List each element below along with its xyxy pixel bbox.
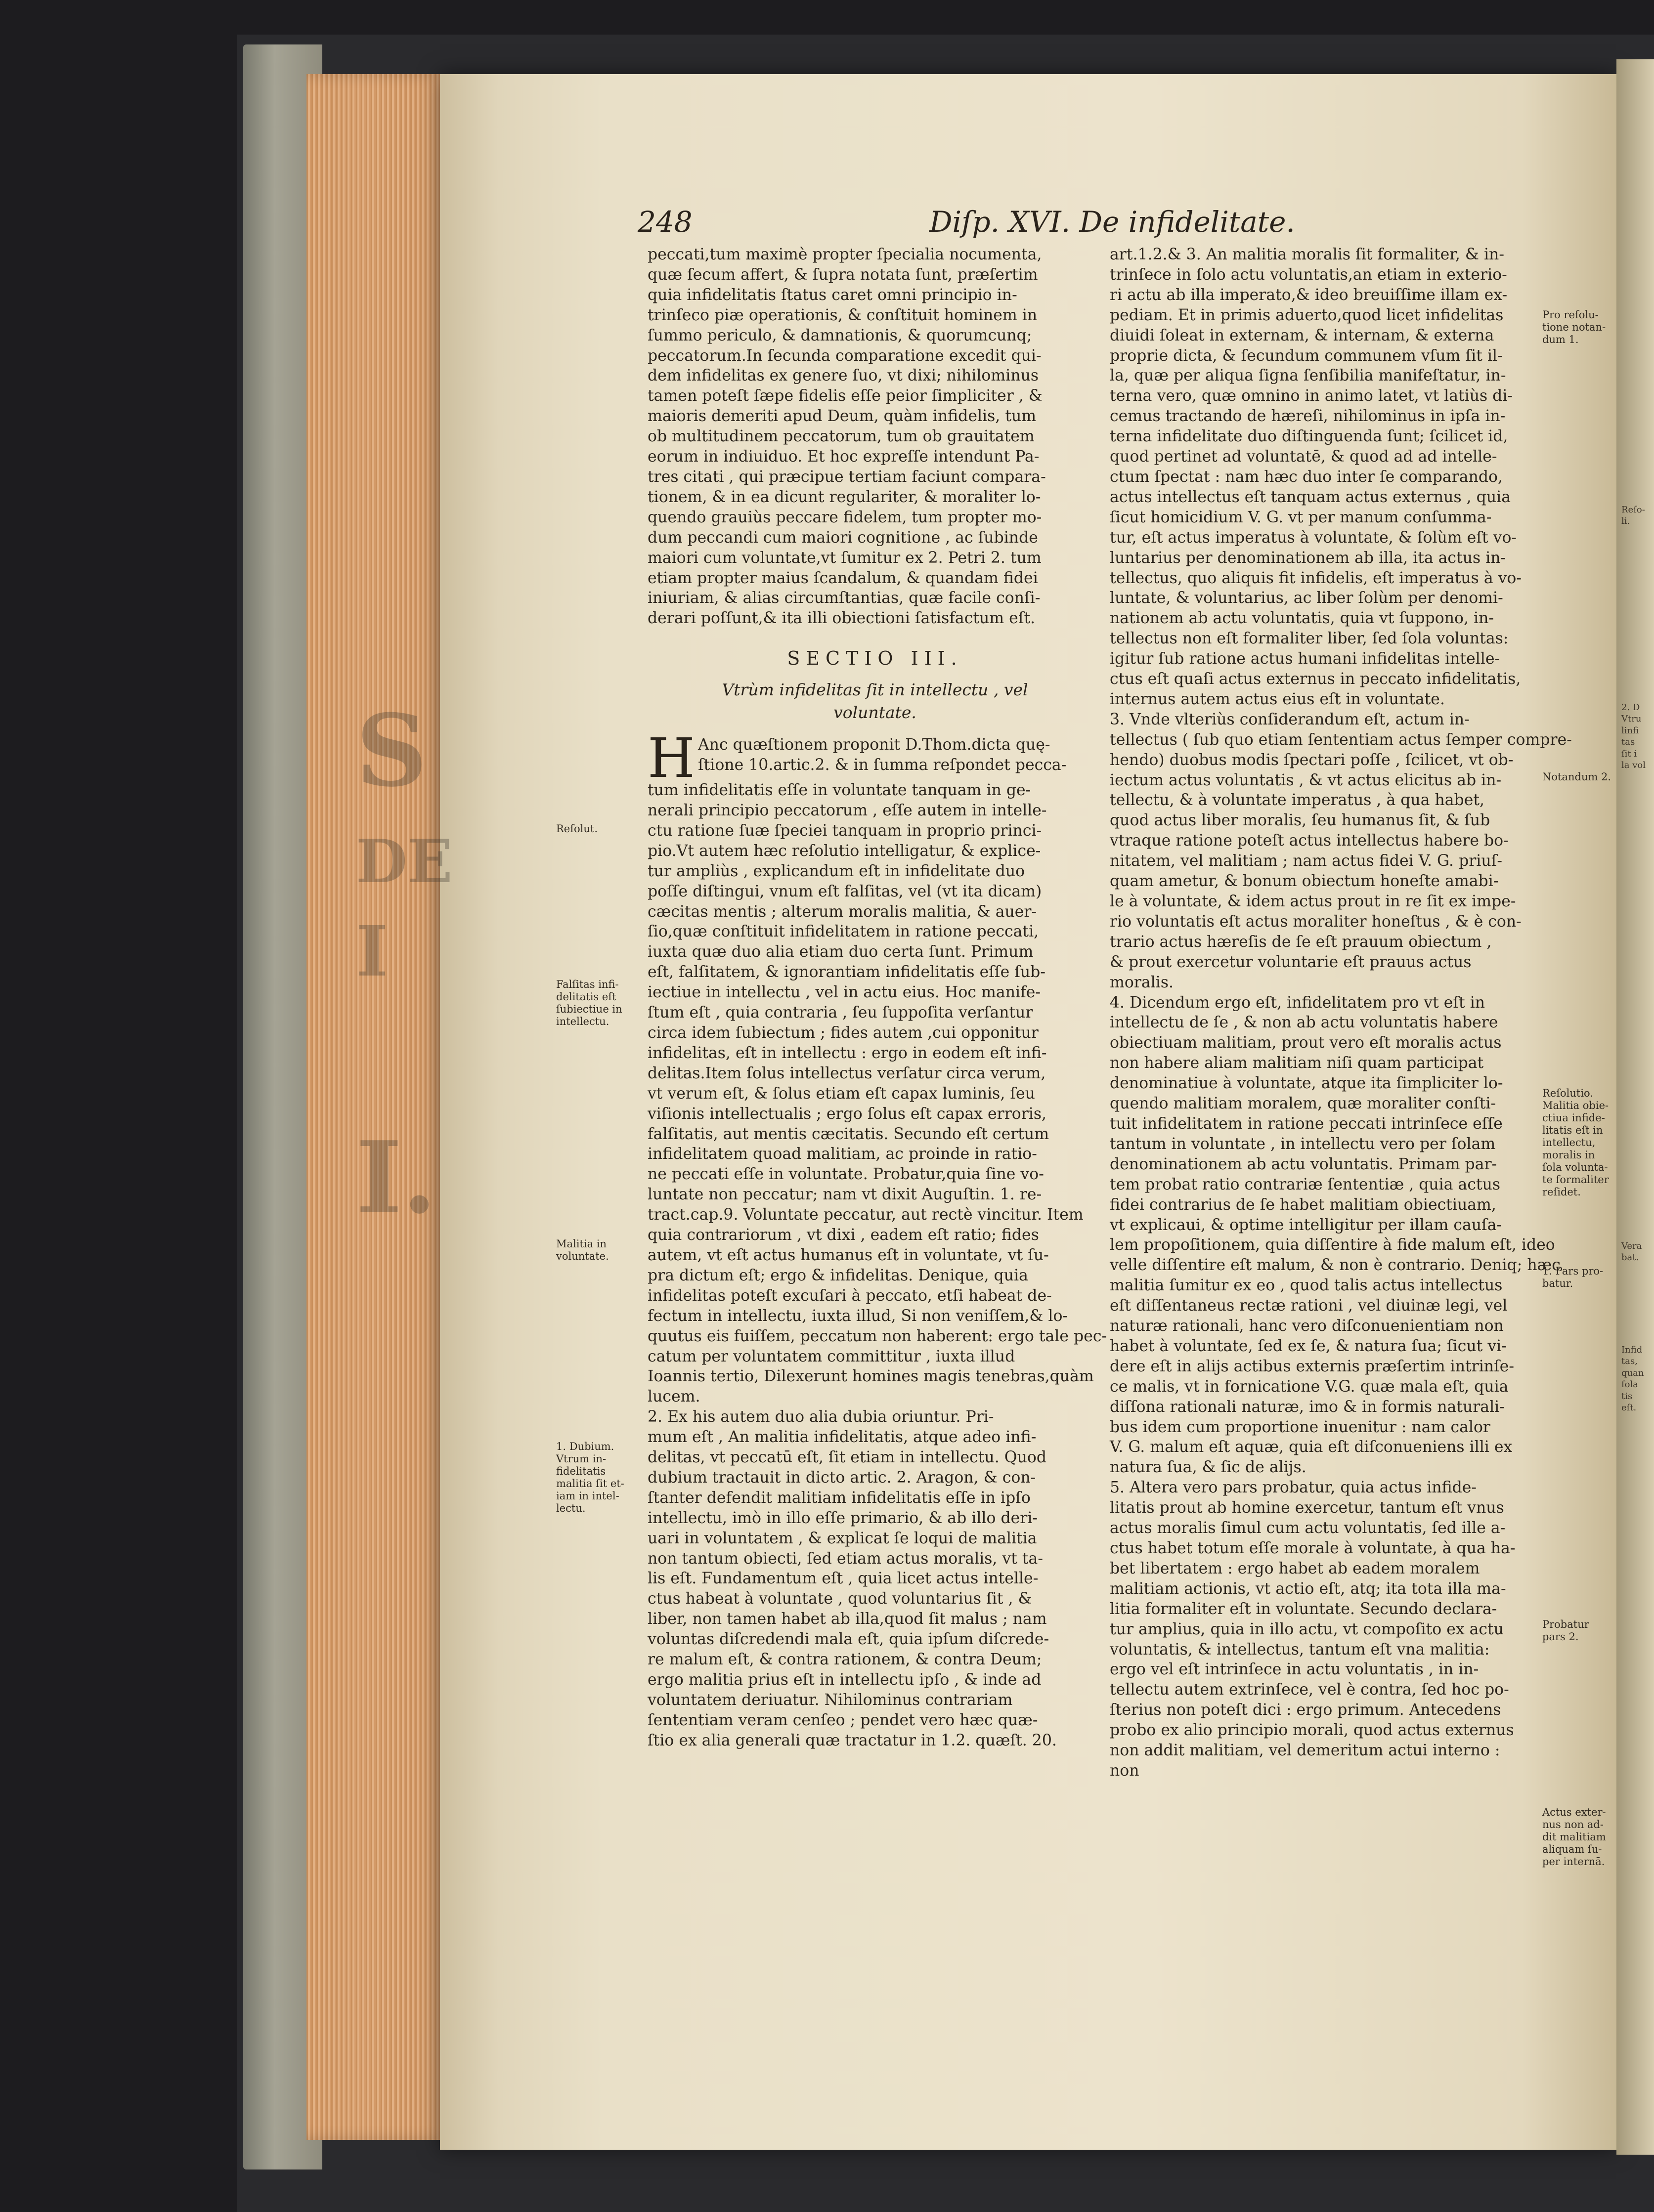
text-line: dum 1. — [1542, 334, 1579, 345]
text-line: hendo) duobus modis ſpectari poſſe , ſcilicet, vt ob- — [1110, 751, 1514, 769]
bleed-line: I — [356, 911, 389, 992]
margin-note-probatur — [1542, 1618, 1589, 1643]
text-line: iectiue in intellectu , vel in actu eius. Hoc manife- — [648, 983, 1041, 1002]
text-line: Malitia obie- — [1542, 1100, 1609, 1111]
text-line: 2. D — [1621, 702, 1640, 713]
text-line: moralis. — [1110, 973, 1174, 991]
text-line: iuxta quæ duo alia etiam duo certa ſunt. Primum — [648, 943, 1034, 961]
text-line: art.1.2.& 3. An malitia moralis ſit formaliter, & in- — [1110, 246, 1504, 263]
text-line: Vera — [1621, 1241, 1642, 1251]
text-line: proprie dicta, & ſecundum communem vſum ſit il- — [1110, 346, 1503, 365]
drop-cap: H — [648, 726, 695, 790]
text-line: tres citati , qui præcipue tertiam faciunt compara- — [648, 468, 1046, 486]
text-line: ctus habeat à voluntate , quod voluntarius ſit , & — [648, 1590, 1032, 1608]
text-line: la vol — [1621, 760, 1646, 770]
text-line: derari poſſunt,& ita illi obiectioni ſatisfactum eſt. — [648, 609, 1036, 628]
margin-note-notandum — [1542, 771, 1611, 783]
text-line: ce malis, vt in fornicatione V.G. quæ mala eſt, quia — [1110, 1377, 1509, 1396]
text-line: cemus tractando de hæreſi, nihilominus in ipſa in- — [1110, 407, 1506, 425]
text-line: moralis in — [1542, 1149, 1595, 1161]
text-line: V. G. malum eſt aquæ, quia eſt diſconueniens illi ex — [1110, 1438, 1513, 1456]
text-line: intellectu de ſe , & non ab actu voluntatis habere — [1110, 1014, 1498, 1032]
facing-page-strip — [1616, 59, 1654, 2155]
text-line: 5. Altera vero pars probatur, quia actus infide- — [1110, 1479, 1477, 1497]
text-line: tellectu, & à voluntate imperatus , à qua habet, — [1110, 791, 1485, 809]
text-line: ſterius non poteſt dici : ergo primum. Antecedens — [1110, 1701, 1501, 1719]
text-line: terna infidelitate duo diſtinguenda ſunt; ſcilicet id, — [1110, 427, 1508, 446]
text-line: voluntas diſcredendi mala eſt, quia ipſum diſcrede- — [648, 1630, 1049, 1649]
text-line: diuidi ſoleat in externam, & internam, & externa — [1110, 326, 1494, 344]
bleed-line: I. — [356, 1120, 437, 1236]
text-line: ergo vel eſt intrinſece in actu voluntatis , in in- — [1110, 1660, 1479, 1679]
text-line: tellectus non eſt formaliter liber, ſed ſola voluntas: — [1110, 630, 1509, 648]
text-line: probo ex alio principio morali, quod actus externus — [1110, 1721, 1514, 1740]
text-line: cæcitas mentis ; alterum moralis malitia, & auer- — [648, 902, 1037, 921]
text-line: mum eſt , An malitia infidelitatis, atque adeo infi- — [648, 1428, 1037, 1446]
text-line: aliquam ſu- — [1542, 1843, 1602, 1855]
text-line: voluntatem deriuatur. Nihilominus contrariam — [648, 1691, 1013, 1709]
text-line: delitas, vt peccatū eſt, ſit etiam in intellectu. Quod — [648, 1448, 1046, 1467]
text-line: ſententiam veram cenſeo ; pendet vero hæc quæ- — [648, 1711, 1038, 1729]
text-line: quod pertinet ad voluntatē, & quod ad ad intelle- — [1110, 448, 1497, 466]
text-line: quam ametur, & bonum obiectum honeſte amabi- — [1110, 872, 1499, 891]
text-line: infidelitas, eſt in intellectu : ergo in eodem eſt infi- — [648, 1044, 1047, 1062]
text-line: iniuriam, & alias circumſtantias, quæ facile conſi- — [648, 589, 1041, 607]
text-line: tract.cap.9. Voluntate peccatur, aut rectè vincitur. Item — [648, 1206, 1084, 1224]
text-line: natura ſua, & ſic de alijs. — [1110, 1458, 1306, 1477]
text-line: bus idem cum proportione inuenitur : nam calor — [1110, 1418, 1490, 1436]
text-line: tem probat ratio contrariæ ſententiæ , quia actus — [1110, 1175, 1501, 1193]
text-line: ſicut homicidium V. G. vt per manum conſumma- — [1110, 508, 1492, 526]
bleed-line: DE — [356, 827, 453, 896]
text-line: fectum in intellectu, iuxta illud, Si non veniſſem,& lo- — [648, 1307, 1068, 1325]
text-line: Reſolutio. — [1542, 1087, 1594, 1099]
text-line: litatis prout ab homine exercetur, tantum eſt vnus — [1110, 1499, 1504, 1517]
text-line: dum peccandi cum maiori cognitione , ac ſubinde — [648, 528, 1038, 547]
text-line: bet libertatem : ergo habet ab eadem moralem — [1110, 1559, 1480, 1577]
bleed-through-text — [356, 682, 484, 1255]
text-line: 1. Dubium. — [556, 1441, 614, 1452]
text-line: lis eſt. Fundamentum eſt , quia licet actus intelle- — [648, 1570, 1039, 1588]
text-line: ctum ſpectat : nam hæc duo inter ſe comparando, — [1110, 468, 1503, 486]
text-line: luntate, & voluntarius, ac liber ſolùm per denomi- — [1110, 589, 1503, 607]
text-line: infidelitas poteſt excuſari à peccato, etſi habeat de- — [648, 1286, 1052, 1305]
text-line: circa idem ſubiectum ; fides autem ,cui opponitur — [648, 1024, 1039, 1042]
text-line: lem propoſitionem, quia diſſentire à fide malum eſt, ideo — [1110, 1236, 1555, 1254]
text-line: ctiua infide- — [1542, 1112, 1605, 1124]
text-line: luntarius per denominationem ab illa, ita actus in- — [1110, 549, 1506, 567]
running-title: Diſp. XVI. De infidelitate. — [929, 205, 1295, 239]
text-line: tur amplius, quia in illo actu, vt compoſito ex actu — [1110, 1620, 1504, 1638]
text-line: ſtum eſt , quia contraria , ſeu ſuppoſita verſantur — [648, 1004, 1033, 1022]
text-line: tur, eſt actus imperatus à voluntate, & ſolùm eſt vo- — [1110, 528, 1517, 547]
text-line: malitiam actionis, vt actio eſt, atq; ita tota illa ma- — [1110, 1579, 1506, 1598]
text-line: intellectu, — [1542, 1137, 1596, 1149]
text-line: tione notan- — [1542, 321, 1606, 333]
text-line: Notandum 2. — [1542, 771, 1611, 783]
text-line: diſſona rationali naturæ, imo & in formis naturali- — [1110, 1398, 1505, 1416]
text-line: eſt diſſentaneus rectæ rationi , vel diuinæ legi, vel — [1110, 1297, 1508, 1315]
text-line: Vtru — [1621, 714, 1642, 724]
text-line: vt explicaui, & optime intelligitur per illam cauſa- — [1110, 1216, 1502, 1234]
text-line: Falſitas infi- — [556, 978, 619, 990]
text-line: ne peccati eſſe in voluntate. Probatur,quia ſine vo- — [648, 1165, 1044, 1184]
text-line: litatis eſt in — [1542, 1124, 1603, 1136]
text-line: intellectu, imò in illo eſſe primario, & ab illo deri- — [648, 1509, 1038, 1527]
margin-note-resolutio — [1542, 1087, 1609, 1198]
text-line: tis — [1621, 1391, 1633, 1402]
text-line: dit malitiam — [1542, 1831, 1606, 1843]
text-line: non tantum obiecti, ſed etiam actus moralis, vt ta- — [648, 1549, 1043, 1568]
text-line: habet à voluntate, ſed ex ſe, & natura ſua; ſicut vi- — [1110, 1337, 1507, 1355]
text-line: ſtio ex alia generali quæ tractatur in 1.2. quæſt. 20. — [648, 1731, 1057, 1749]
text-line: internus autem actus eius eſt in voluntate. — [1110, 690, 1445, 708]
text-line: trario actus hæreſis de ſe eſt prauum obiectum , — [1110, 933, 1492, 951]
text-line: per internā. — [1542, 1856, 1605, 1868]
text-line: Actus exter- — [1542, 1806, 1606, 1818]
facing-note — [1621, 1240, 1642, 1264]
text-line: ſubiectiue in — [556, 1003, 622, 1015]
section-title: SECTIO III. — [787, 647, 963, 670]
section-opening — [648, 726, 1102, 790]
text-line: eorum in indiuiduo. Et hoc expreſſe intendunt Pa- — [648, 448, 1040, 466]
text-line: eſt, falſitatem, & ignorantiam infidelitatis eſſe ſub- — [648, 963, 1045, 981]
text-line: terna vero, quæ omnino in animo latet, vt latiùs di- — [1110, 387, 1513, 405]
text-line: actus intellectus eſt tanquam actus externus , quia — [1110, 488, 1511, 506]
text-line: voluntate. — [556, 1250, 609, 1262]
text-line: Infid — [1621, 1345, 1643, 1355]
text-line: quutus eis fuiſſem, peccatum non haberent: ergo tale pec- — [648, 1327, 1107, 1345]
text-line: iectum actus voluntatis , & vt actus elicitus ab in- — [1110, 771, 1502, 789]
text-line: actus moralis ſimul cum actu voluntatis, ſed ille a- — [1110, 1519, 1506, 1537]
text-line: iam in intel- — [556, 1490, 619, 1502]
text-line: velle diſſentire eſt malum, & non è contrario. Deniq; hæc — [1110, 1256, 1561, 1275]
left-column-top-text — [648, 245, 1102, 629]
text-line: li. — [1621, 516, 1630, 527]
left-column — [648, 245, 1107, 1751]
section-question-line: voluntate. — [833, 703, 916, 723]
text-line: re malum eſt, & contra rationem, & contra Deum; — [648, 1651, 1042, 1669]
text-line: maiori cum voluntate,vt ſumitur ex 2. Petri 2. tum — [648, 549, 1042, 567]
text-line: maioris demeriti apud Deum, quàm infidelis, tum — [648, 407, 1037, 425]
text-line: tas — [1621, 737, 1635, 748]
text-line: Ioannis tertio, Dilexerunt homines magis tenebras,quàm — [648, 1367, 1094, 1386]
section-body — [648, 780, 1107, 1751]
text-line: peccati,tum maximè propter ſpecialia nocumenta, — [648, 246, 1042, 263]
text-line: quia infidelitatis ſtatus caret omni principio in- — [648, 286, 1017, 304]
text-line: dem infidelitas ex genere ſuo, vt dixi; nihilominus — [648, 367, 1039, 385]
text-line: nationem ab actu voluntatis, quia vt ſuppono, in- — [1110, 609, 1494, 628]
text-line: dere eſt in alijs actibus externis præſertim intrinſe- — [1110, 1357, 1515, 1375]
text-line: malitia ſumitur ex eo , quod talis actus intellectus — [1110, 1276, 1503, 1295]
text-line: ctu ratione ſuæ ſpeciei tanquam in proprio princi- — [648, 821, 1042, 840]
text-line: delitatis eſt — [556, 991, 616, 1003]
text-line: tellectus, quo aliquis fit infidelis, eſt imperatus à vo- — [1110, 569, 1522, 587]
section-first-lines — [648, 735, 1102, 775]
text-line: quan — [1621, 1367, 1644, 1378]
margin-note-pro-resolutione — [1542, 309, 1606, 346]
text-line: quæ ſecum affert, & ſupra notata ſunt, præſertim — [648, 265, 1038, 284]
text-line: tas, — [1621, 1356, 1638, 1367]
running-header — [638, 205, 1404, 240]
text-line: tamen poteſt ſæpe fidelis eſſe peior ſimpliciter , & — [648, 387, 1043, 405]
bleed-line: S — [356, 693, 428, 809]
text-line: peccatorum.In ſecunda comparatione excedit qui- — [648, 346, 1042, 365]
facing-note — [1621, 504, 1645, 527]
text-line: tur ampliùs , explicandum eſt in infidelitate duo — [648, 862, 1025, 880]
text-line: dubium tractauit in dicto artic. 2. Aragon, & con- — [648, 1468, 1036, 1487]
text-line: denominationem ab actu voluntatis. Primam par- — [1110, 1155, 1497, 1173]
text-line: rio voluntatis eſt actus moraliter honeſtus , & è con- — [1110, 912, 1522, 931]
page-number: 248 — [638, 205, 693, 239]
text-line: autem, vt eſt actus humanus eſt in voluntate, vt ſu- — [648, 1246, 1049, 1264]
text-line: te formaliter — [1542, 1174, 1609, 1186]
text-line: litia formaliter eſt in voluntate. Secundo declara- — [1110, 1600, 1497, 1618]
text-line: ſola — [1621, 1379, 1638, 1390]
text-line: quendo grauiùs peccare fidelem, tum propter mo- — [648, 508, 1042, 526]
margin-note-malitia — [556, 1238, 609, 1263]
text-line: ctus habet totum eſſe morale à voluntate, à qua ha- — [1110, 1539, 1516, 1557]
text-line: Pro reſolu- — [1542, 309, 1599, 321]
text-line: lectu. — [556, 1502, 586, 1514]
section-question — [648, 679, 1102, 724]
text-line: fidei contrarius de ſe habet malitiam obiectiuam, — [1110, 1195, 1496, 1214]
text-line: trinſeco piæ operationis, & conſtituit hominem in — [648, 306, 1038, 324]
text-line: intellectu. — [556, 1016, 609, 1027]
text-line: reſidet. — [1542, 1186, 1581, 1198]
margin-note-dubium — [556, 1441, 624, 1515]
text-line: ſtanter defendit malitiam infidelitatis eſſe in ipſo — [648, 1489, 1031, 1507]
text-line: trinſece in ſolo actu voluntatis,an etiam in exterio- — [1110, 265, 1507, 284]
text-line: infidelitatem quoad malitiam, ac proinde in ratio- — [648, 1145, 1037, 1163]
text-line: ſola volunta- — [1542, 1161, 1608, 1173]
text-line: Probatur — [1542, 1618, 1589, 1630]
text-line: la, quæ per aliqua ſigna ſenſibilia manifeſtatur, in- — [1110, 367, 1506, 385]
text-line: ſio,quæ conſtituit infidelitatem in ratione peccati, — [648, 923, 1039, 941]
text-line: vt verum eſt, & ſolus etiam eſt capax luminis, ſeu — [648, 1084, 1035, 1103]
text-line: ſummo periculo, & damnationis, & quorumcunq; — [648, 326, 1032, 344]
text-line: pars 2. — [1542, 1631, 1579, 1643]
text-line: uari in voluntatem , & explicat ſe loqui de malitia — [648, 1529, 1037, 1547]
text-line: quendo malitiam moralem, quæ moraliter conſti- — [1110, 1095, 1496, 1113]
text-line: Reſo- — [1621, 505, 1645, 515]
text-line: nus non ad- — [1542, 1819, 1604, 1830]
text-line: tuit infidelitatem in ratione peccati intrinſece eſſe — [1110, 1114, 1503, 1133]
text-line: tellectu autem extrinſece, vel è contra, ſed hoc po- — [1110, 1681, 1509, 1699]
text-line: non habere aliam malitiam niſi quam participat — [1110, 1054, 1484, 1072]
text-line: tionem, & in ea dicunt regulariter, & moraliter lo- — [648, 488, 1041, 506]
text-line: poſſe diſtingui, vnum eſt falſitas, vel (vt ita dicam) — [648, 882, 1042, 900]
text-line: ob multitudinem peccatorum, tum ob grauitatem — [648, 427, 1035, 446]
text-line: nerali principio peccatorum , eſſe autem in intelle- — [648, 802, 1047, 820]
text-line: pio.Vt autem hæc reſolutio intelligatur, & explice- — [648, 842, 1041, 860]
text-line: etiam propter maius ſcandalum, & quandam fidei — [648, 569, 1038, 587]
text-line: & prout exercetur voluntarie eſt prauus actus — [1110, 953, 1472, 971]
text-line: bat. — [1621, 1252, 1639, 1263]
facing-note — [1621, 1344, 1644, 1413]
text-line: quod actus liber moralis, ſeu humanus ſit, & ſub — [1110, 811, 1490, 830]
text-line: catum per voluntatem committitur , iuxta illud — [648, 1347, 1015, 1365]
text-line: 3. Vnde vlteriùs conſiderandum eſt, actum in- — [1110, 710, 1470, 728]
text-line: tum infidelitatis eſſe in voluntate tanquam in ge- — [648, 781, 1031, 800]
margin-note-actus-externus — [1542, 1806, 1606, 1868]
text-line: 1. Pars pro- — [1542, 1265, 1604, 1277]
facing-note — [1621, 702, 1646, 771]
text-line: eſt. — [1621, 1402, 1637, 1413]
text-line: nitatem, vel malitiam ; nam actus fidei V. G. priuſ- — [1110, 852, 1502, 870]
text-line: voluntatis, & intellectus, tantum eſt vna malitia: — [1110, 1640, 1490, 1659]
text-line: lucem. — [648, 1388, 700, 1406]
text-line: 4. Dicendum ergo eſt, infidelitatem pro vt eſt in — [1110, 993, 1485, 1012]
text-line: 2. Ex his autem duo alia dubia oriuntur. Pri- — [648, 1408, 994, 1426]
text-line: obiectiuam malitiam, prout vero eſt moralis actus — [1110, 1034, 1502, 1052]
text-line: naturæ rationali, hanc vero diſconuenientiam non — [1110, 1317, 1504, 1335]
text-line: non addit malitiam, vel demeritum actui interno : — [1110, 1742, 1500, 1760]
text-line: le à voluntate, & idem actus prout in re ſit ex impe- — [1110, 893, 1516, 910]
text-line: luntate non peccatur; nam vt dixit Auguſtin. 1. re- — [648, 1186, 1042, 1204]
text-line: tantum in voluntate , in intellectu vero per ſolam — [1110, 1135, 1496, 1153]
text-line: pra dictum eſt; ergo & infidelitas. Denique, quia — [648, 1266, 1028, 1284]
text-line: batur. — [1542, 1277, 1573, 1289]
text-line: Vtrum in- — [556, 1453, 607, 1465]
text-line: pediam. Et in primis aduerto,quod licet infidelitas — [1110, 306, 1504, 324]
text-line: falſitatis, aut mentis cæcitatis. Secundo eſt certum — [648, 1125, 1049, 1143]
text-line: vtraque ratione poteſt actus intellectus habere bo- — [1110, 832, 1509, 850]
margin-note-resolut — [556, 823, 598, 835]
text-line: igitur ſub ratione actus humani infidelitas intelle- — [1110, 650, 1500, 668]
text-line: quia contrariorum , vt dixi , eadem eſt ratio; fides — [648, 1226, 1039, 1244]
section-question-line: Vtrùm infidelitas ſit in intellectu , vel — [722, 680, 1028, 700]
text-line: denominatiue à voluntate, atque ita ſimpliciter lo- — [1110, 1074, 1503, 1093]
text-line: ſit i — [1621, 748, 1637, 759]
text-line: ergo malitia prius eſt in intellectu ipſo , & inde ad — [648, 1671, 1042, 1689]
text-line: ri actu ab illa imperato,& ideo breuiſſime illam ex- — [1110, 286, 1508, 304]
text-line: viſionis intellectualis ; ergo ſolus eſt capax erroris, — [648, 1105, 1047, 1123]
text-line: ctus eſt quaſi actus externus in peccato infidelitatis, — [1110, 670, 1521, 688]
text-line: delitas.Item ſolus intellectus verſatur circa verum, — [648, 1064, 1046, 1082]
text-line: non — [1110, 1761, 1139, 1780]
text-line: ſtione 10.artic.2. & in ſumma reſpondet pecca- — [697, 756, 1067, 774]
text-line: Malitia in — [556, 1238, 607, 1250]
text-line: fidelitatis — [556, 1465, 606, 1477]
text-line: liber, non tamen habet ab illa,quod ſit malus ; nam — [648, 1610, 1047, 1628]
margin-note-pars-prior — [1542, 1265, 1603, 1290]
margin-note-falsitas — [556, 978, 622, 1028]
text-line: linfi — [1621, 725, 1639, 736]
text-line: tellectus ( ſub quo etiam ſententiam actus ſemper compre- — [1110, 730, 1572, 749]
text-line: malitia ſit et- — [556, 1478, 624, 1489]
text-line: Reſolut. — [556, 823, 598, 835]
text-line: Anc quæſtionem proponit D.Thom.dicta quę- — [697, 736, 1050, 754]
